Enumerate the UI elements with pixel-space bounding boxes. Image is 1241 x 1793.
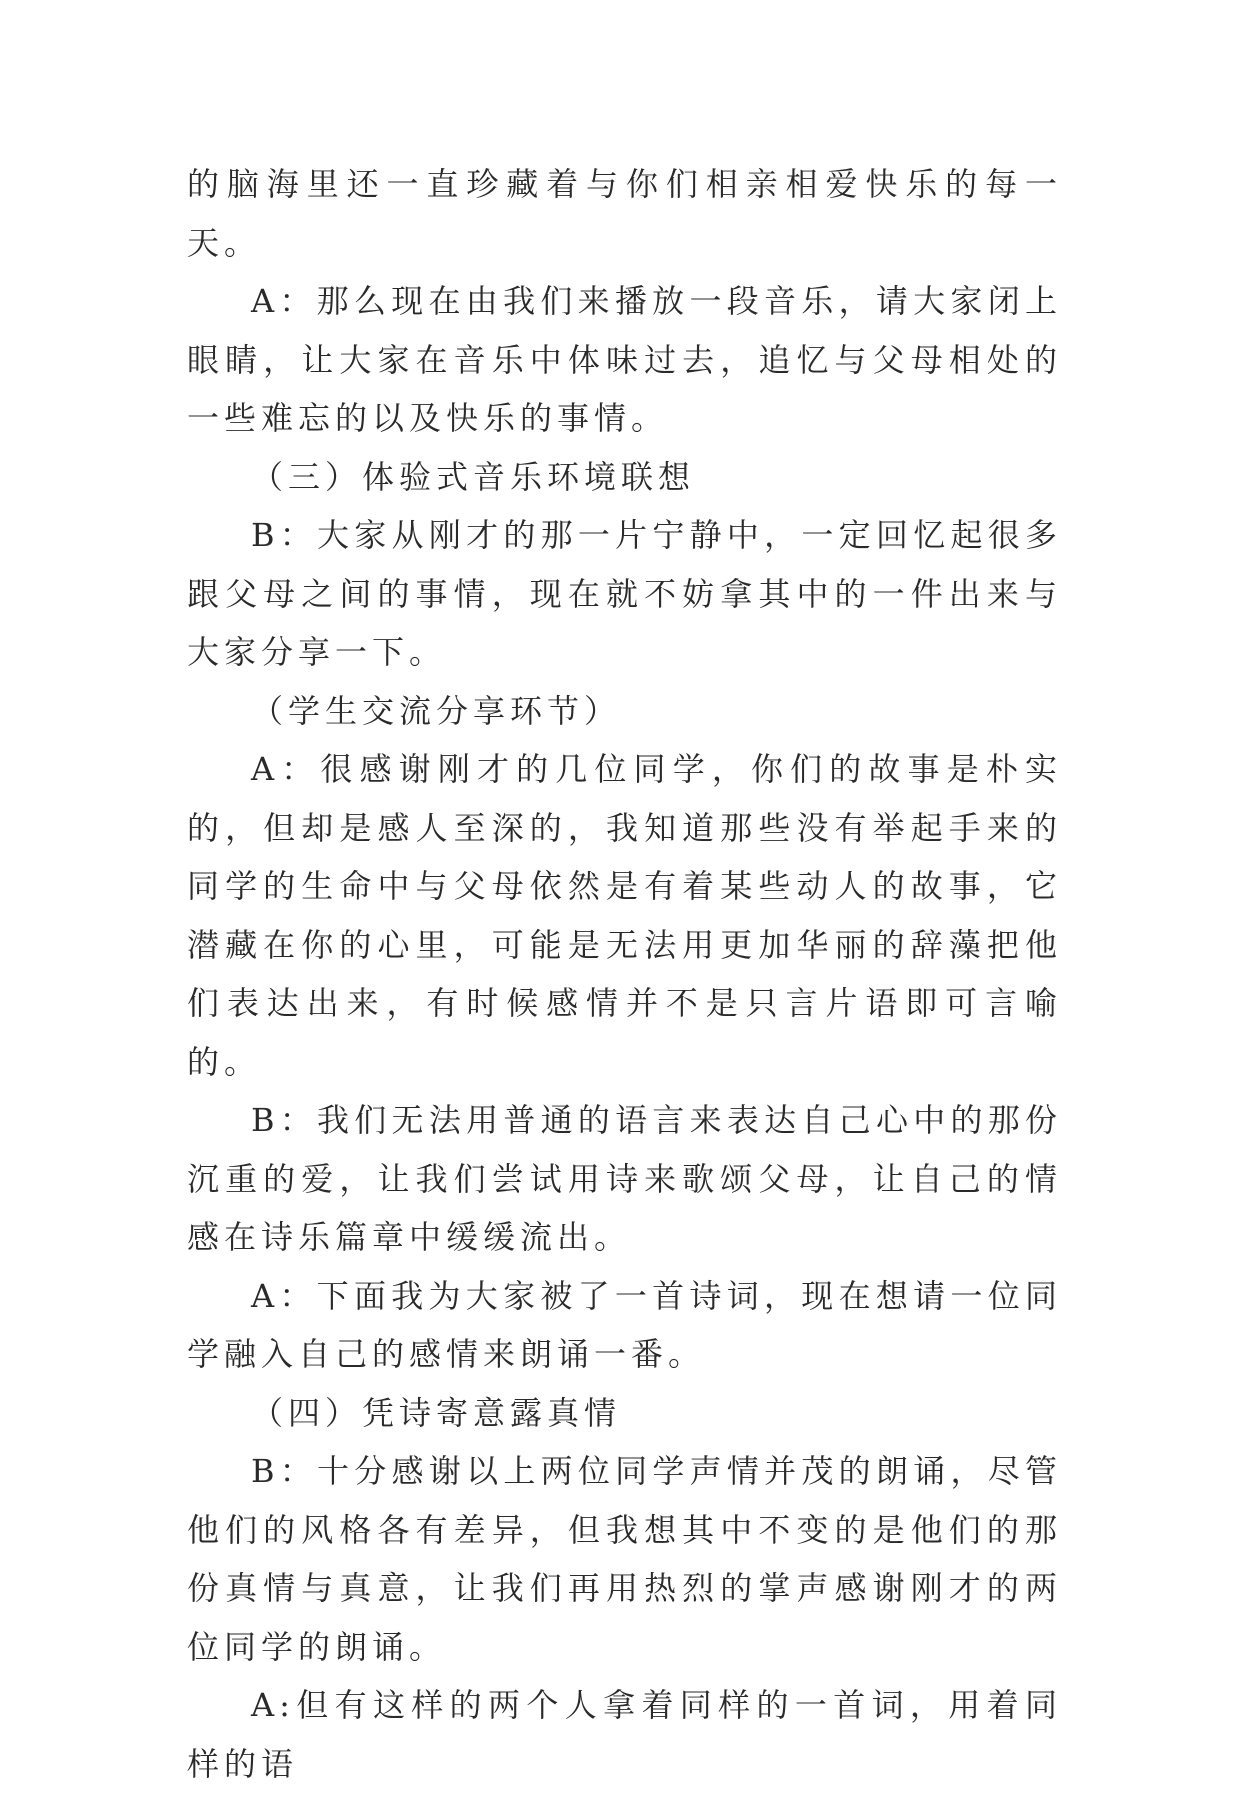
paragraph-b-recall: B：大家从刚才的那一片宁静中，一定回忆起很多跟父母之间的事情，现在就不妨拿其中的一件出来与大家分享一下。	[187, 516, 1062, 671]
section-heading-3: （三）体验式音乐环境联想	[251, 457, 696, 496]
paragraph-a-recital: A：下面我为大家被了一首诗词，现在想请一位同学融入自己的感情来朗诵一番。	[187, 1276, 1062, 1373]
document-body	[187, 155, 1062, 1793]
paragraph-b-poetry: B：我们无法用普通的语言来表达自己心中的那份沉重的爱，让我们尝试用诗来歌颂父母，让自己的情感在诗乐篇章中缓缓流出。	[187, 1101, 1062, 1256]
paragraph-continuation: 的脑海里还一直珍藏着与你们相亲相爱快乐的每一天。	[187, 165, 1062, 262]
student-sharing-note: （学生交流分享环节）	[251, 691, 622, 730]
paragraph-a-final: A:但有这样的两个人拿着同样的一首词，用着同样的语	[187, 1686, 1062, 1783]
paragraph-b-applause: B：十分感谢以上两位同学声情并茂的朗诵，尽管他们的风格各有差异，但我想其中不变的是他们的那份真情与真意，让我们再用热烈的掌声感谢刚才的两位同学的朗诵。	[187, 1452, 1062, 1666]
section-heading-4: （四）凭诗寄意露真情	[251, 1393, 622, 1432]
paragraph-a-thanks: A：很感谢刚才的几位同学，你们的故事是朴实的，但却是感人至深的，我知道那些没有举起手来的同学的生命中与父母依然是有着某些动人的故事，它潜藏在你的心里，可能是无法用更加华丽的辞藻把他们表达出来，有时候感情并不是只言片语即可言喻的。	[187, 750, 1062, 1081]
paragraph-a-music: A：那么现在由我们来播放一段音乐，请大家闭上眼睛，让大家在音乐中体味过去，追忆与父母相处的一些难忘的以及快乐的事情。	[187, 282, 1062, 437]
